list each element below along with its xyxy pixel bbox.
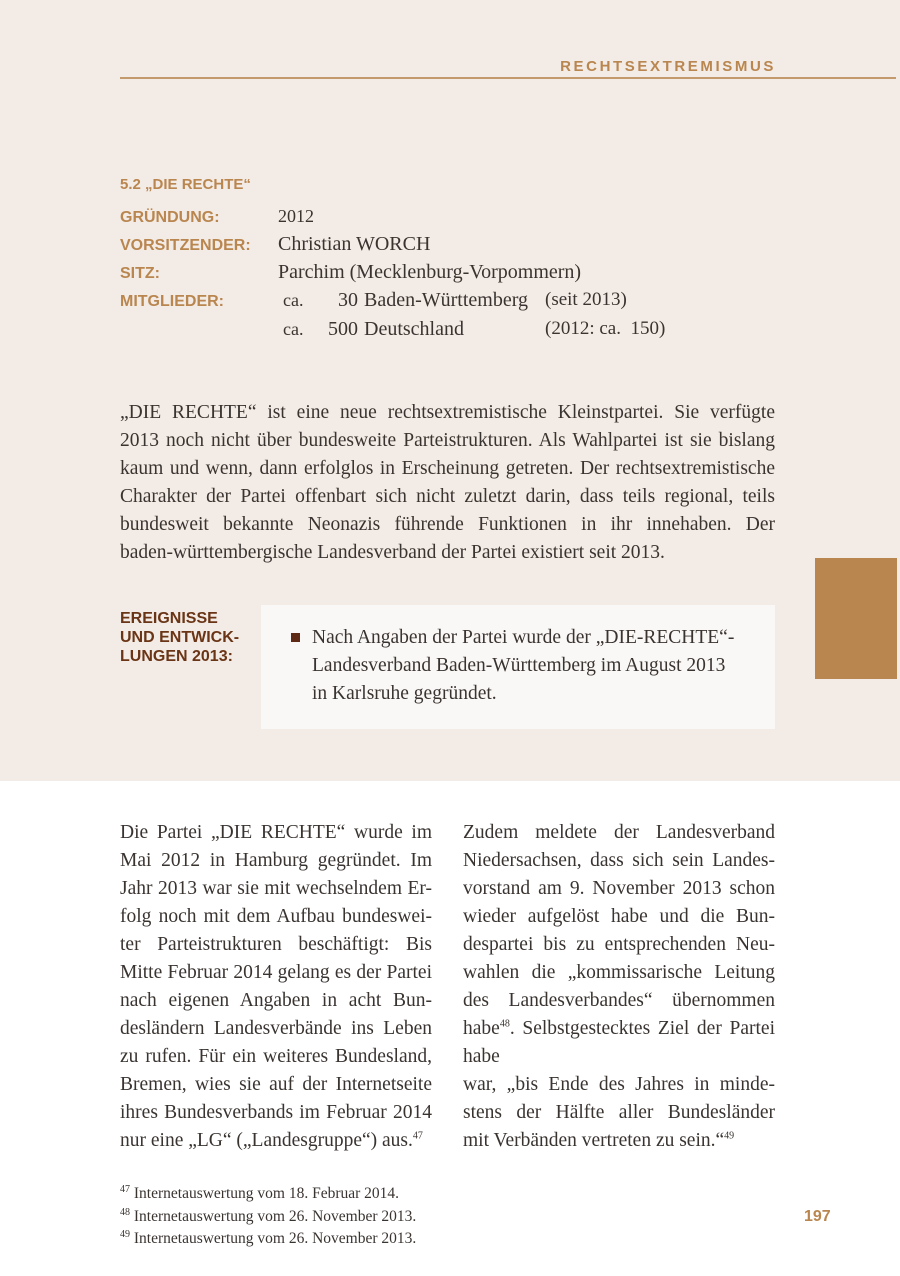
- text-line: mit Verbänden vertreten zu sein.“$^{49}$: [463, 1130, 735, 1151]
- ca: ca.: [283, 319, 304, 339]
- text-line: des Landesverbandes“ übernommen: [463, 990, 775, 1011]
- text-line: desländern Landesverbände ins Leben: [120, 1018, 432, 1039]
- event-line: in Karlsruhe gegründet.: [312, 683, 497, 704]
- event-line: Landesverband Baden-Württemberg im August 2013: [312, 655, 726, 676]
- member-note: (seit 2013): [545, 289, 627, 310]
- events-label-line: EREIGNISSE: [120, 610, 218, 627]
- text-line: habe: [463, 1046, 500, 1067]
- text-line: 2013 noch nicht über bundesweite Parteistrukturen. Als Wahlpartei ist sie bislang: [120, 430, 775, 451]
- member-region: Deutschland: [364, 318, 464, 340]
- section-title: 5.2 „DIE RECHTE“: [120, 176, 251, 193]
- text-line: Die Partei „DIE RECHTE“ wurde im: [120, 822, 432, 843]
- text-line: nach eigenen Angaben in acht Bun-: [120, 990, 432, 1011]
- text-line: Bremen, wies sie auf der Internetseite: [120, 1074, 432, 1095]
- event-line: Nach Angaben der Partei wurde der „DIE-RECHTE“-: [312, 627, 735, 648]
- member-count: 30: [338, 289, 358, 311]
- text-line: bundesweit bekannte Neonazis führende Funktionen in ihr innehaben. Der: [120, 514, 775, 535]
- text: . Selbstgestecktes Ziel der Partei: [509, 1018, 775, 1039]
- member-region: Baden-Württemberg: [364, 289, 529, 311]
- text-line: despartei bis zu entsprechenden Neu-: [463, 934, 775, 955]
- text-line: stens der Hälfte aller Bundesländer: [463, 1102, 775, 1123]
- text-line: folg noch mit dem Aufbau bundeswei-: [120, 906, 432, 927]
- ca: ca.: [283, 290, 304, 310]
- fact-label: GRÜNDUNG:: [120, 209, 220, 226]
- events-label-line: LUNGEN 2013:: [120, 648, 233, 665]
- text-line: „DIE RECHTE“ ist eine neue rechtsextremistische Kleinstpartei. Sie verfügte: [120, 402, 775, 423]
- header-rule: [120, 77, 896, 79]
- text-line: Mitte Februar 2014 gelang es der Partei: [120, 962, 432, 983]
- text-line: baden-württembergische Landesverband der Partei existiert seit 2013.: [120, 542, 665, 563]
- text-line: ter Parteistrukturen beschäftigt: Bis: [120, 934, 432, 955]
- page-number: 197: [804, 1208, 831, 1225]
- events-label-line: UND ENTWICK-: [120, 629, 240, 646]
- text-line: ihres Bundesverbands im Februar 2014: [120, 1102, 432, 1123]
- text-line: vorstand am 9. November 2013 schon: [463, 878, 775, 899]
- bullet-icon: [291, 633, 300, 642]
- text-line: wahlen die „kommissarische Leitung: [463, 962, 775, 983]
- running-header: RECHTSEXTREMISMUS: [560, 58, 776, 75]
- footnote: $^{49}$ Internetauswertung vom 26. November 2013.: [120, 1228, 417, 1247]
- fact-value: Christian WORCH: [278, 233, 431, 255]
- text-line: wieder aufgelöst habe und die Bun-: [463, 906, 775, 927]
- fact-value: Parchim (Mecklenburg-Vorpommern): [278, 261, 582, 283]
- events-label: [120, 609, 239, 666]
- text-line: war, „bis Ende des Jahres in minde-: [463, 1074, 775, 1095]
- chapter-tab: [815, 558, 897, 679]
- fact-label: SITZ:: [120, 265, 160, 282]
- fact-value: 2012: [278, 206, 314, 226]
- footnote: $^{48}$ Internetauswertung vom 26. November 2013.: [120, 1206, 417, 1225]
- fact-label: MITGLIEDER:: [120, 293, 224, 310]
- footnote-ref[interactable]: 47: [412, 1130, 423, 1142]
- member-note: (2012: ca. 150): [545, 318, 666, 339]
- text-line: [463, 1015, 775, 1043]
- footnote-ref[interactable]: 48: [499, 1018, 510, 1030]
- text-line: Mai 2012 in Hamburg gegründet. Im: [120, 850, 432, 871]
- text: habe: [463, 1018, 500, 1039]
- footnote: $^{47}$ Internetauswertung vom 18. Februar 2014.: [120, 1183, 400, 1202]
- text-line: Charakter der Partei offenbart sich nicht zuletzt darin, dass teils regional, teils: [120, 486, 775, 507]
- text-line: Jahr 2013 war sie mit wechselndem Er-: [120, 878, 432, 899]
- text-line: nur eine „LG“ („Landesgruppe“) aus.$^{47}$: [120, 1130, 423, 1151]
- text-line: Zudem meldete der Landesverband: [463, 822, 775, 843]
- fact-label: VORSITZENDER:: [120, 237, 251, 254]
- text-line: kaum und wenn, dann erfolglos in Erscheinung getreten. Der rechtsextremistische: [120, 458, 775, 479]
- footnote-ref[interactable]: 49: [724, 1130, 735, 1142]
- text-line: Niedersachsen, dass sich sein Landes-: [463, 850, 775, 871]
- member-count: 500: [328, 318, 358, 340]
- text-line: zu rufen. Für ein weiteres Bundesland,: [120, 1046, 432, 1067]
